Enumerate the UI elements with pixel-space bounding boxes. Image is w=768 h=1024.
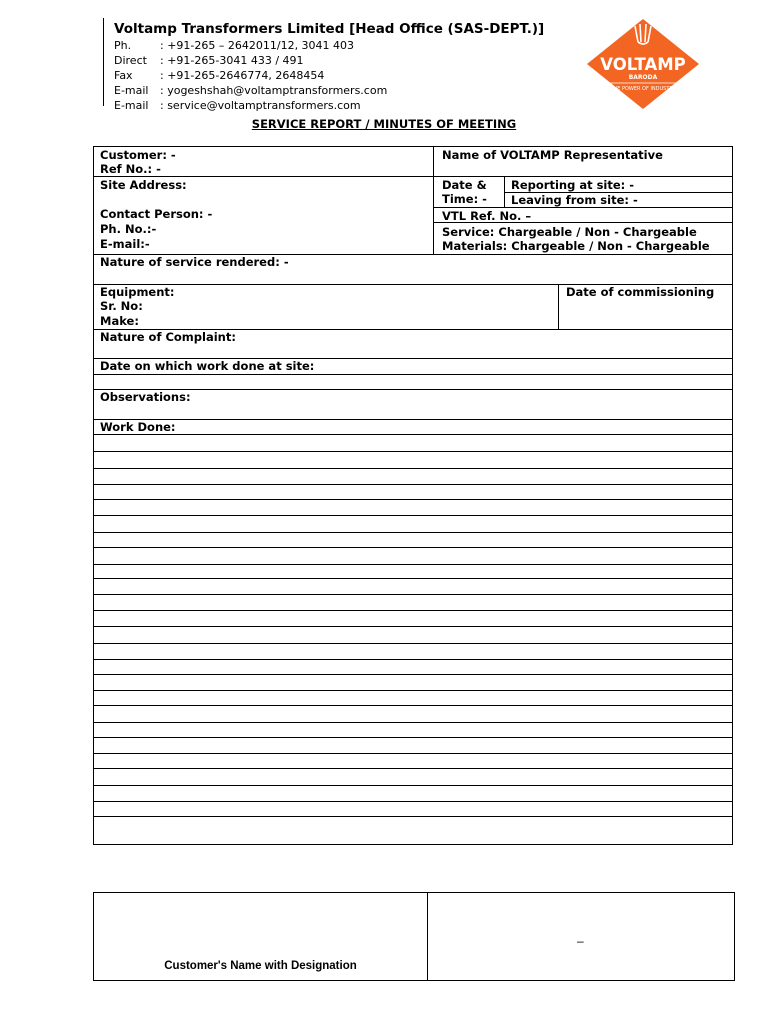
work-done-line[interactable] xyxy=(94,816,732,817)
reporting-at-site-field[interactable]: Reporting at site: - xyxy=(511,178,635,192)
work-done-line[interactable] xyxy=(94,434,732,435)
contact-person-field[interactable]: Contact Person: - xyxy=(100,207,213,221)
work-done-line[interactable] xyxy=(94,515,732,516)
contact-label: Direct xyxy=(114,54,147,67)
sr-no-field[interactable]: Sr. No: xyxy=(100,299,143,313)
divider-line xyxy=(94,374,732,375)
representative-signature-mark: – xyxy=(577,934,584,948)
equipment-field[interactable]: Equipment: xyxy=(100,285,175,299)
contact-email-1 xyxy=(114,83,387,98)
contact-fax xyxy=(114,68,387,83)
service-report-form xyxy=(93,146,733,845)
site-address-field[interactable]: Site Address: xyxy=(100,178,187,192)
work-done-line[interactable] xyxy=(94,547,732,548)
date-label: Date & xyxy=(442,178,487,192)
divider-vertical-commissioning xyxy=(558,284,559,329)
contact-value: : +91-265 – 2642011/12, 3041 403 xyxy=(160,39,355,52)
voltamp-logo xyxy=(586,18,700,110)
customer-field[interactable]: Customer: - xyxy=(100,148,176,162)
signature-divider xyxy=(427,893,428,980)
work-done-line[interactable] xyxy=(94,737,732,738)
work-done-line[interactable] xyxy=(94,705,732,706)
service-charge-option[interactable]: Service: Chargeable / Non - Chargeable xyxy=(442,225,697,239)
logo-city: BARODA xyxy=(628,74,658,81)
work-done-line[interactable] xyxy=(94,753,732,754)
email-field[interactable]: E-mail:- xyxy=(100,237,150,251)
make-field[interactable]: Make: xyxy=(100,314,139,328)
time-field[interactable]: Time: - xyxy=(442,192,487,206)
leaving-from-site-field[interactable]: Leaving from site: - xyxy=(511,193,638,207)
work-done-line[interactable] xyxy=(94,564,732,565)
work-done-label: Work Done: xyxy=(100,420,176,434)
work-done-line[interactable] xyxy=(94,499,732,500)
contact-email-2 xyxy=(114,98,387,113)
work-done-line[interactable] xyxy=(94,690,732,691)
nature-of-complaint-field[interactable]: Nature of Complaint: xyxy=(100,330,236,344)
divider-line xyxy=(433,176,732,177)
work-done-line[interactable] xyxy=(94,610,732,611)
divider-vertical-main xyxy=(433,147,434,255)
ref-no-field[interactable]: Ref No.: - xyxy=(100,162,161,176)
work-done-line[interactable] xyxy=(94,674,732,675)
signature-box xyxy=(93,892,735,981)
contact-value: : +91-265-2646774, 2648454 xyxy=(160,69,325,82)
phone-field[interactable]: Ph. No.:- xyxy=(100,222,157,236)
header-divider xyxy=(103,18,104,106)
document-title: SERVICE REPORT / MINUTES OF MEETING xyxy=(251,117,517,131)
date-work-done-field[interactable]: Date on which work done at site: xyxy=(100,359,315,373)
work-done-line[interactable] xyxy=(94,532,732,533)
contact-value: : yogeshshah@voltamptransformers.com xyxy=(160,84,388,97)
work-done-line[interactable] xyxy=(94,626,732,627)
vtl-ref-field[interactable]: VTL Ref. No. – xyxy=(442,209,532,223)
work-done-line[interactable] xyxy=(94,785,732,786)
divider-line xyxy=(94,176,433,177)
observations-field[interactable]: Observations: xyxy=(100,390,191,404)
work-done-line[interactable] xyxy=(94,659,732,660)
logo-wordmark: VOLTAMP xyxy=(600,55,686,74)
work-done-line[interactable] xyxy=(94,722,732,723)
representative-label: Name of VOLTAMP Representative xyxy=(442,148,663,162)
materials-charge-option[interactable]: Materials: Chargeable / Non - Chargeable xyxy=(442,239,710,253)
company-name: Voltamp Transformers Limited [Head Office (SAS-DEPT.)] xyxy=(114,21,545,37)
contact-direct xyxy=(114,53,387,68)
date-of-commissioning-field[interactable]: Date of commissioning xyxy=(566,285,715,299)
work-done-line[interactable] xyxy=(94,801,732,802)
work-done-line[interactable] xyxy=(94,594,732,595)
logo-tagline: THE POWER OF INDUSTRY xyxy=(610,86,676,92)
work-done-line[interactable] xyxy=(94,643,732,644)
work-done-line[interactable] xyxy=(94,468,732,469)
contact-label: Ph. xyxy=(114,39,132,52)
contact-value: : +91-265-3041 433 / 491 xyxy=(160,54,304,67)
contact-label: E-mail xyxy=(114,84,149,97)
contact-value: : service@voltamptransformers.com xyxy=(160,99,361,112)
contact-label: Fax xyxy=(114,69,133,82)
contact-label: E-mail xyxy=(114,99,149,112)
work-done-line[interactable] xyxy=(94,484,732,485)
customer-name-designation-label: Customer's Name with Designation xyxy=(164,960,357,972)
work-done-line[interactable] xyxy=(94,451,732,452)
divider-line xyxy=(94,419,732,420)
work-done-line[interactable] xyxy=(94,768,732,769)
contact-phone xyxy=(114,38,387,53)
work-done-line[interactable] xyxy=(94,578,732,579)
contact-block xyxy=(114,38,387,113)
nature-of-service-field[interactable]: Nature of service rendered: - xyxy=(100,255,289,269)
divider-line xyxy=(433,207,732,208)
